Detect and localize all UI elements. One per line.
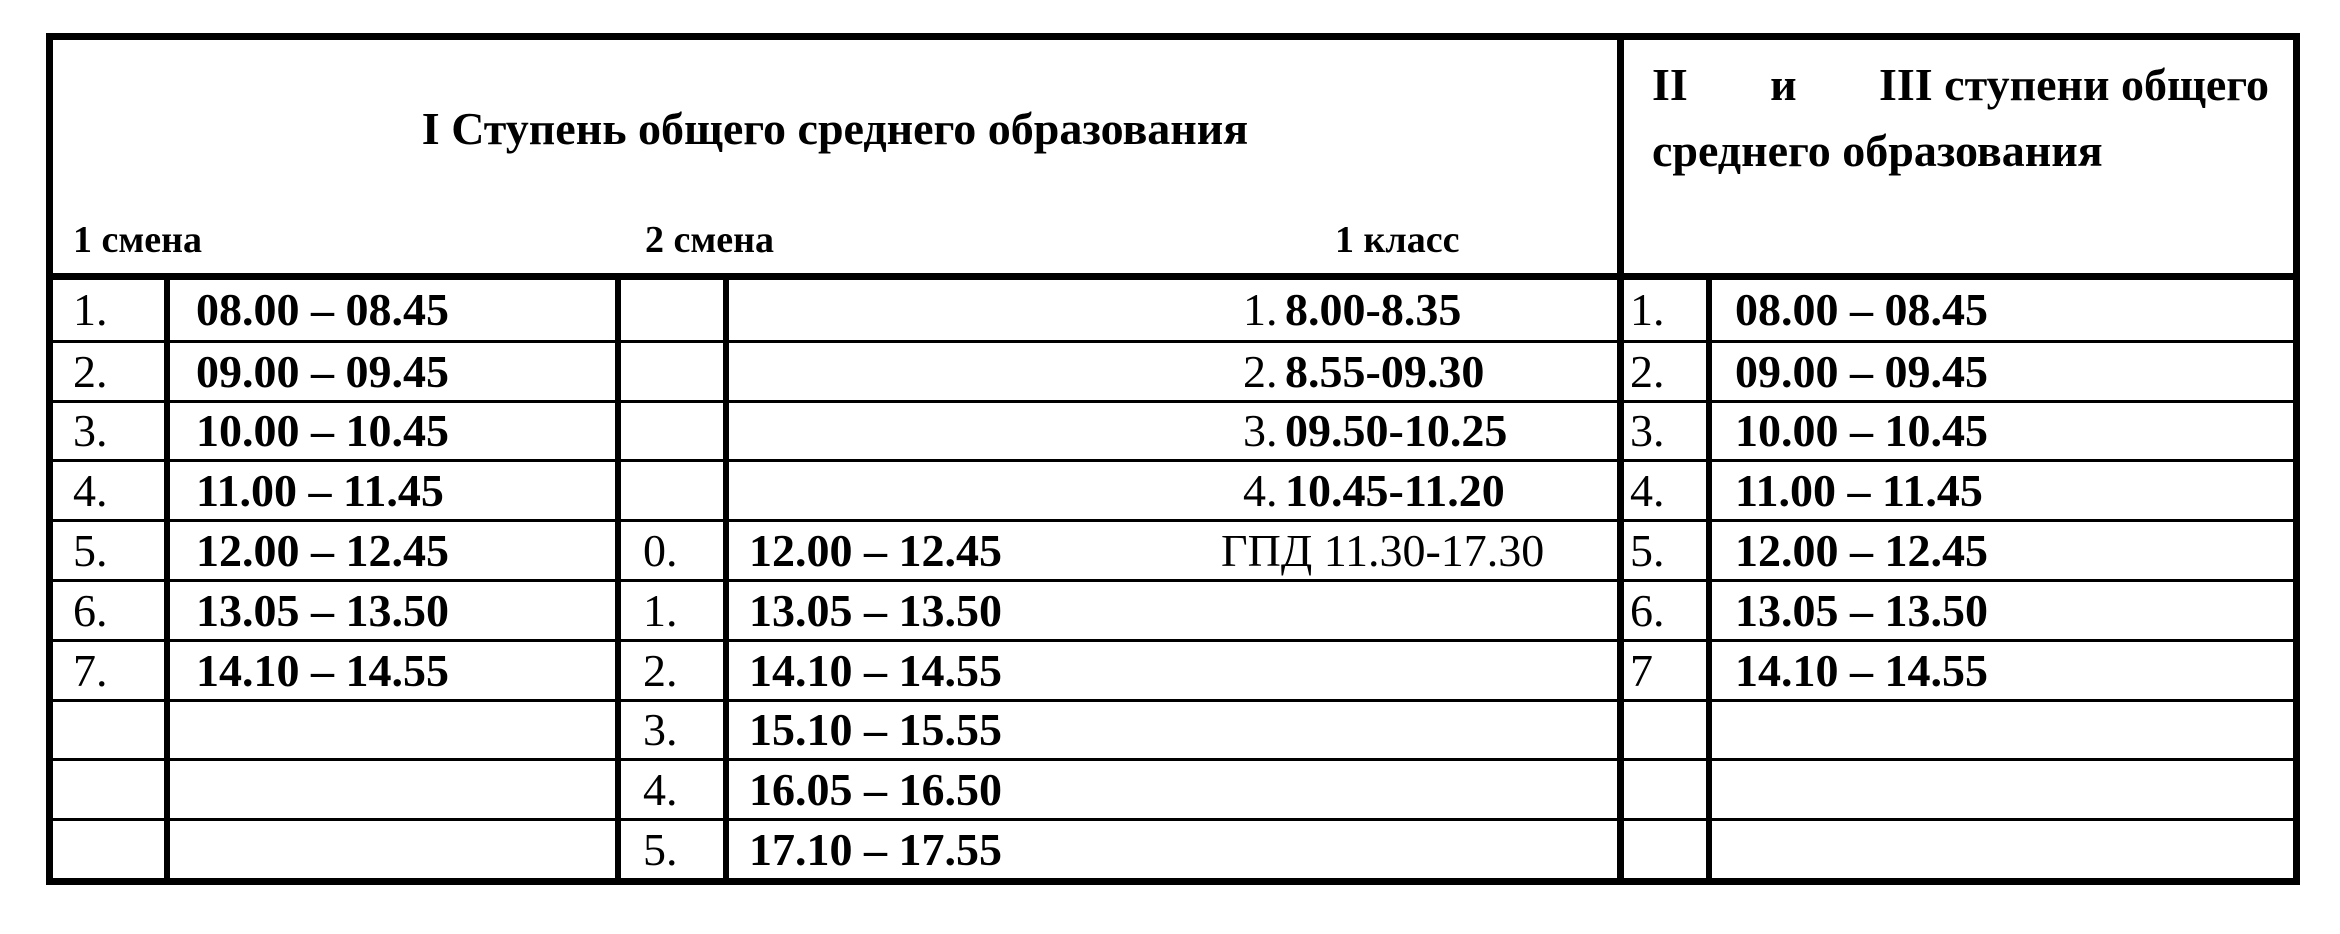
table-row: [53, 579, 2293, 639]
second-third-stage-title: [1652, 52, 2269, 184]
title-word-and: и: [1770, 59, 1797, 110]
shift2-lesson-number: 5.: [643, 824, 678, 876]
shift1-lesson-time: 13.05 – 13.50: [196, 584, 449, 636]
shift2-lesson-time: 13.05 – 13.50: [749, 584, 1002, 636]
class1-lesson-number: 1.: [1243, 284, 1278, 336]
shift1-lesson-number: 7.: [73, 644, 108, 696]
class1-label: 1 класс: [1335, 219, 1460, 261]
shift2-lesson-time: 14.10 – 14.55: [749, 644, 1002, 696]
stage23-lesson-number: 5.: [1630, 525, 1665, 577]
class1-lesson-time: 10.45-11.20: [1285, 465, 1505, 517]
stage23-lesson-number: 2.: [1630, 345, 1665, 397]
title-line2: среднего образования: [1652, 125, 2103, 176]
stage23-lesson-time: 11.00 – 11.45: [1735, 465, 1983, 517]
stage23-lesson-time: 13.05 – 13.50: [1735, 584, 1988, 636]
shift2-lesson-time: 15.10 – 15.55: [749, 704, 1002, 756]
table-row: [53, 400, 2293, 460]
stage23-lesson-time: 10.00 – 10.45: [1735, 405, 1988, 457]
shift2-lesson-number: 0.: [643, 525, 678, 577]
stage23-lesson-number: 4.: [1630, 465, 1665, 517]
table-row: [53, 340, 2293, 400]
table-row: [53, 699, 2293, 759]
header-second-third-stage: [1617, 40, 2293, 280]
divider: [1706, 280, 1712, 878]
stage23-lesson-number: 3.: [1630, 405, 1665, 457]
shift1-lesson-number: 1.: [73, 284, 108, 336]
shift2-lesson-time: 12.00 – 12.45: [749, 525, 1002, 577]
class1-lesson-time: 8.55-09.30: [1285, 345, 1485, 397]
shift1-lesson-time: 08.00 – 08.45: [196, 284, 449, 336]
shift1-lesson-number: 3.: [73, 405, 108, 457]
stage23-lesson-time: 08.00 – 08.45: [1735, 284, 1988, 336]
divider: [615, 280, 621, 878]
schedule-table: [46, 33, 2300, 885]
stage23-lesson-time: 12.00 – 12.45: [1735, 525, 1988, 577]
table-row: [53, 519, 2293, 579]
shift2-lesson-number: 3.: [643, 704, 678, 756]
shift2-lesson-time: 16.05 – 16.50: [749, 764, 1002, 816]
shift1-label: 1 смена: [73, 219, 203, 261]
class1-lesson-number: 2.: [1243, 345, 1278, 397]
stage23-lesson-time: 14.10 – 14.55: [1735, 644, 1988, 696]
title-word-ii: II: [1652, 59, 1688, 110]
schedule-grid: [53, 280, 2293, 878]
stage23-lesson-number: 6.: [1630, 584, 1665, 636]
shift1-lesson-number: 6.: [73, 584, 108, 636]
class1-lesson-time: ГПД 11.30-17.30: [1221, 525, 1545, 577]
divider: [1617, 280, 1624, 878]
shift2-label: 2 смена: [645, 219, 775, 261]
table-row: [53, 818, 2293, 878]
shift1-lesson-number: 2.: [73, 345, 108, 397]
stage23-lesson-number: 1.: [1630, 284, 1665, 336]
shift2-lesson-time: 17.10 – 17.55: [749, 824, 1002, 876]
shift1-lesson-number: 5.: [73, 525, 108, 577]
divider: [164, 280, 170, 878]
shift2-lesson-number: 2.: [643, 644, 678, 696]
stage23-lesson-time: 09.00 – 09.45: [1735, 345, 1988, 397]
header-first-stage: [53, 40, 1617, 280]
class1-lesson-number: 4.: [1243, 465, 1278, 517]
shift1-lesson-time: 10.00 – 10.45: [196, 405, 449, 457]
table-row: [53, 758, 2293, 818]
divider: [723, 280, 729, 878]
shift1-lesson-time: 12.00 – 12.45: [196, 525, 449, 577]
first-stage-title: I Ступень общего среднего образования: [421, 103, 1249, 154]
class1-lesson-time: 8.00-8.35: [1285, 284, 1462, 336]
shift2-lesson-number: 4.: [643, 764, 678, 816]
shift2-lesson-number: 1.: [643, 584, 678, 636]
stage23-lesson-number: 7: [1630, 644, 1653, 696]
shift1-lesson-time: 14.10 – 14.55: [196, 644, 449, 696]
table-row: [53, 459, 2293, 519]
shift1-lesson-time: 11.00 – 11.45: [196, 465, 444, 517]
class1-lesson-number: 3.: [1243, 405, 1278, 457]
shift1-lesson-number: 4.: [73, 465, 108, 517]
table-row: [53, 639, 2293, 699]
shift1-lesson-time: 09.00 – 09.45: [196, 345, 449, 397]
title-word-iii: III ступени общего: [1878, 59, 2269, 110]
class1-lesson-time: 09.50-10.25: [1285, 405, 1508, 457]
table-row: [53, 280, 2293, 340]
